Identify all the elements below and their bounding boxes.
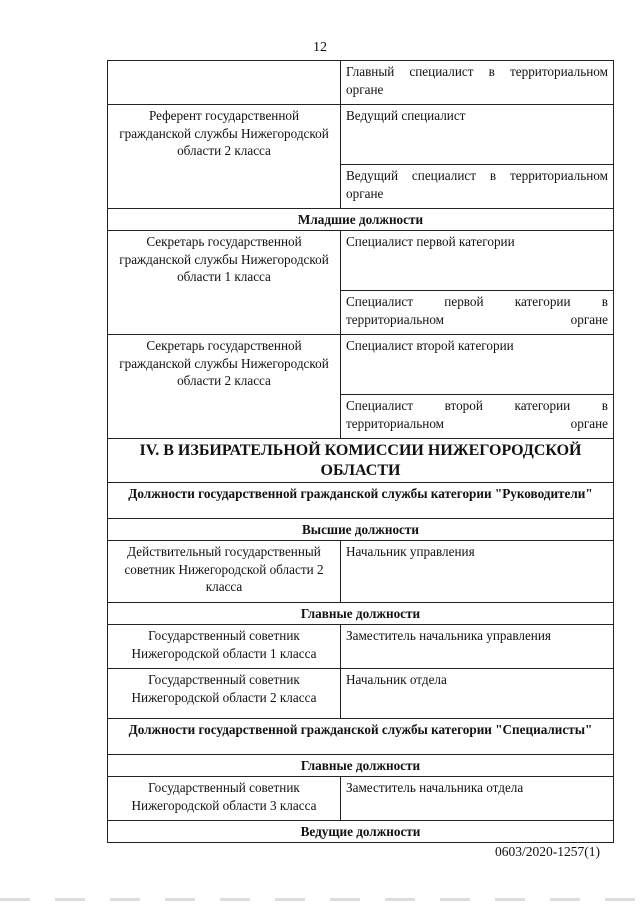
table-row <box>108 625 614 669</box>
scan-artifact <box>0 898 640 901</box>
table-row <box>108 483 614 519</box>
rank-cell: Государственный советник Нижегородской области 2 класса <box>108 669 341 719</box>
table-row <box>108 821 614 843</box>
position-cell: Специалист второй категории <box>341 335 614 395</box>
position-cell: Заместитель начальника управления <box>341 625 614 669</box>
table-row <box>108 439 614 483</box>
category-heading: Должности государственной гражданской службы категории "Руководители" <box>108 483 614 519</box>
position-cell: Специалист первой категории в территориальном органе <box>341 291 614 335</box>
table-row <box>108 519 614 541</box>
table-row <box>108 777 614 821</box>
subsection-heading: Главные должности <box>108 603 614 625</box>
position-cell: Специалист второй категории в территориальном органе <box>341 395 614 439</box>
table-row <box>108 719 614 755</box>
subsection-heading: Младшие должности <box>108 209 614 231</box>
subsection-heading: Ведущие должности <box>108 821 614 843</box>
rank-cell: Секретарь государственной гражданской службы Нижегородской области 1 класса <box>108 231 341 335</box>
table-row <box>108 603 614 625</box>
category-heading: Должности государственной гражданской службы категории "Специалисты" <box>108 719 614 755</box>
position-cell: Ведущий специалист в территориальном органе <box>341 165 614 209</box>
position-cell: Ведущий специалист <box>341 105 614 165</box>
table-row <box>108 335 614 395</box>
rank-cell: Государственный советник Нижегородской области 1 класса <box>108 625 341 669</box>
table-row <box>108 231 614 291</box>
rank-cell: Государственный советник Нижегородской области 3 класса <box>108 777 341 821</box>
document-code: 0603/2020-1257(1) <box>495 844 600 859</box>
table-row <box>108 755 614 777</box>
table-row <box>108 209 614 231</box>
positions-table <box>107 60 614 843</box>
subsection-heading: Высшие должности <box>108 519 614 541</box>
table-cell-empty <box>108 61 341 105</box>
subsection-heading: Главные должности <box>108 755 614 777</box>
position-cell: Заместитель начальника отдела <box>341 777 614 821</box>
rank-cell: Секретарь государственной гражданской службы Нижегородской области 2 класса <box>108 335 341 439</box>
position-cell: Главный специалист в территориальном органе <box>341 61 614 105</box>
section-heading: IV. В ИЗБИРАТЕЛЬНОЙ КОМИССИИ НИЖЕГОРОДСКОЙ ОБЛАСТИ <box>108 439 614 483</box>
rank-cell: Референт государственной гражданской службы Нижегородской области 2 класса <box>108 105 341 209</box>
table-row <box>108 61 614 105</box>
position-cell: Специалист первой категории <box>341 231 614 291</box>
table-row <box>108 541 614 603</box>
table-row <box>108 669 614 719</box>
position-cell: Начальник управления <box>341 541 614 603</box>
table-row <box>108 105 614 165</box>
rank-cell: Действительный государственный советник Нижегородской области 2 класса <box>108 541 341 603</box>
position-cell: Начальник отдела <box>341 669 614 719</box>
page-number: 12 <box>313 40 327 55</box>
